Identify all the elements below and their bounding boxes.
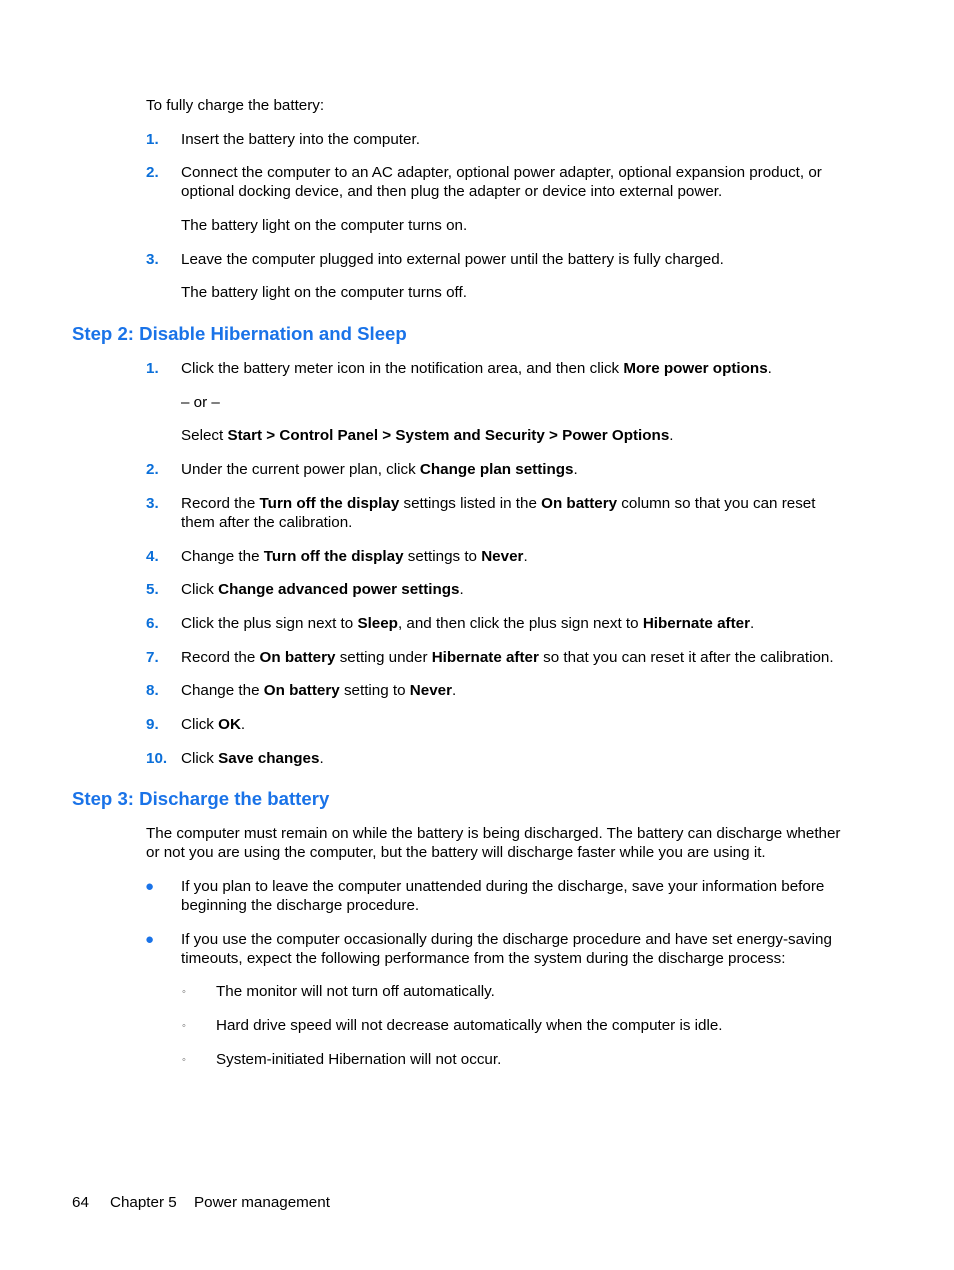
page-number: 64: [72, 1194, 89, 1211]
step-text: Change the On battery setting to Never.: [181, 682, 457, 699]
sub-bullet-icon: ◦: [182, 1054, 186, 1066]
step-note: The battery light on the computer turns on.: [181, 217, 468, 234]
sub-bullet-text: The monitor will not turn off automatically.: [216, 983, 495, 1000]
step-number: 1.: [146, 360, 159, 377]
step-text: Connect the computer to an AC adapter, optional power adapter, optional expansion product, or: [181, 164, 822, 181]
bullet-text: timeouts, expect the following performance from the system during the discharge process:: [181, 950, 786, 967]
step-text: Click the battery meter icon in the notification area, and then click More power options.: [181, 360, 772, 377]
step-number: 7.: [146, 649, 159, 666]
paragraph: The computer must remain on while the battery is being discharged. The battery can discharge whether: [146, 825, 841, 842]
bullet-text: If you plan to leave the computer unattended during the discharge, save your information before: [181, 878, 825, 895]
bullet-text: beginning the discharge procedure.: [181, 897, 420, 914]
step-text: Insert the battery into the computer.: [181, 131, 420, 148]
step-text: Record the On battery setting under Hibernate after so that you can reset it after the calibration.: [181, 649, 834, 666]
step-number: 1.: [146, 131, 159, 148]
step-number: 9.: [146, 716, 159, 733]
step-text: Click Save changes.: [181, 750, 324, 767]
paragraph: or not you are using the computer, but the battery will discharge faster while you are using it.: [146, 844, 766, 861]
step-text: Click OK.: [181, 716, 246, 733]
step-text: them after the calibration.: [181, 514, 353, 531]
step-number: 4.: [146, 548, 159, 565]
step-text: Click the plus sign next to Sleep, and then click the plus sign next to Hibernate after.: [181, 615, 755, 632]
section-heading-step3: Step 3: Discharge the battery: [72, 788, 330, 809]
footer-title: Power management: [194, 1194, 330, 1211]
step-text: Change the Turn off the display settings to Never.: [181, 548, 528, 565]
section-heading-step2: Step 2: Disable Hibernation and Sleep: [72, 323, 407, 344]
step-number: 10.: [146, 750, 168, 767]
step-text: Leave the computer plugged into external power until the battery is fully charged.: [181, 251, 724, 268]
step-number: 3.: [146, 251, 159, 268]
step-text: Click Change advanced power settings.: [181, 581, 464, 598]
step-text: optional docking device, and then plug the adapter or device into external power.: [181, 183, 723, 200]
step-number: 2.: [146, 164, 159, 181]
bullet-icon: ●: [145, 931, 155, 948]
sub-bullet-text: System-initiated Hibernation will not occur.: [216, 1051, 502, 1068]
step-note: The battery light on the computer turns off.: [181, 284, 467, 301]
step-text: Under the current power plan, click Change plan settings.: [181, 461, 578, 478]
bullet-icon: ●: [145, 878, 155, 895]
step-number: 6.: [146, 615, 159, 632]
footer-chapter: Chapter 5: [110, 1194, 177, 1211]
step-text: Record the Turn off the display settings listed in the On battery column so that you can reset: [181, 495, 816, 512]
step-text: Select Start > Control Panel > System and Security > Power Options.: [181, 427, 674, 444]
sub-bullet-icon: ◦: [182, 1020, 186, 1032]
intro-text: To fully charge the battery:: [146, 97, 325, 114]
step-number: 8.: [146, 682, 159, 699]
step-number: 5.: [146, 581, 159, 598]
sub-bullet-text: Hard drive speed will not decrease automatically when the computer is idle.: [216, 1017, 723, 1034]
or-separator: – or –: [181, 394, 220, 411]
step-number: 2.: [146, 461, 159, 478]
step-number: 3.: [146, 495, 159, 512]
bullet-text: If you use the computer occasionally during the discharge procedure and have set energy-saving: [181, 931, 832, 948]
sub-bullet-icon: ◦: [182, 986, 186, 998]
